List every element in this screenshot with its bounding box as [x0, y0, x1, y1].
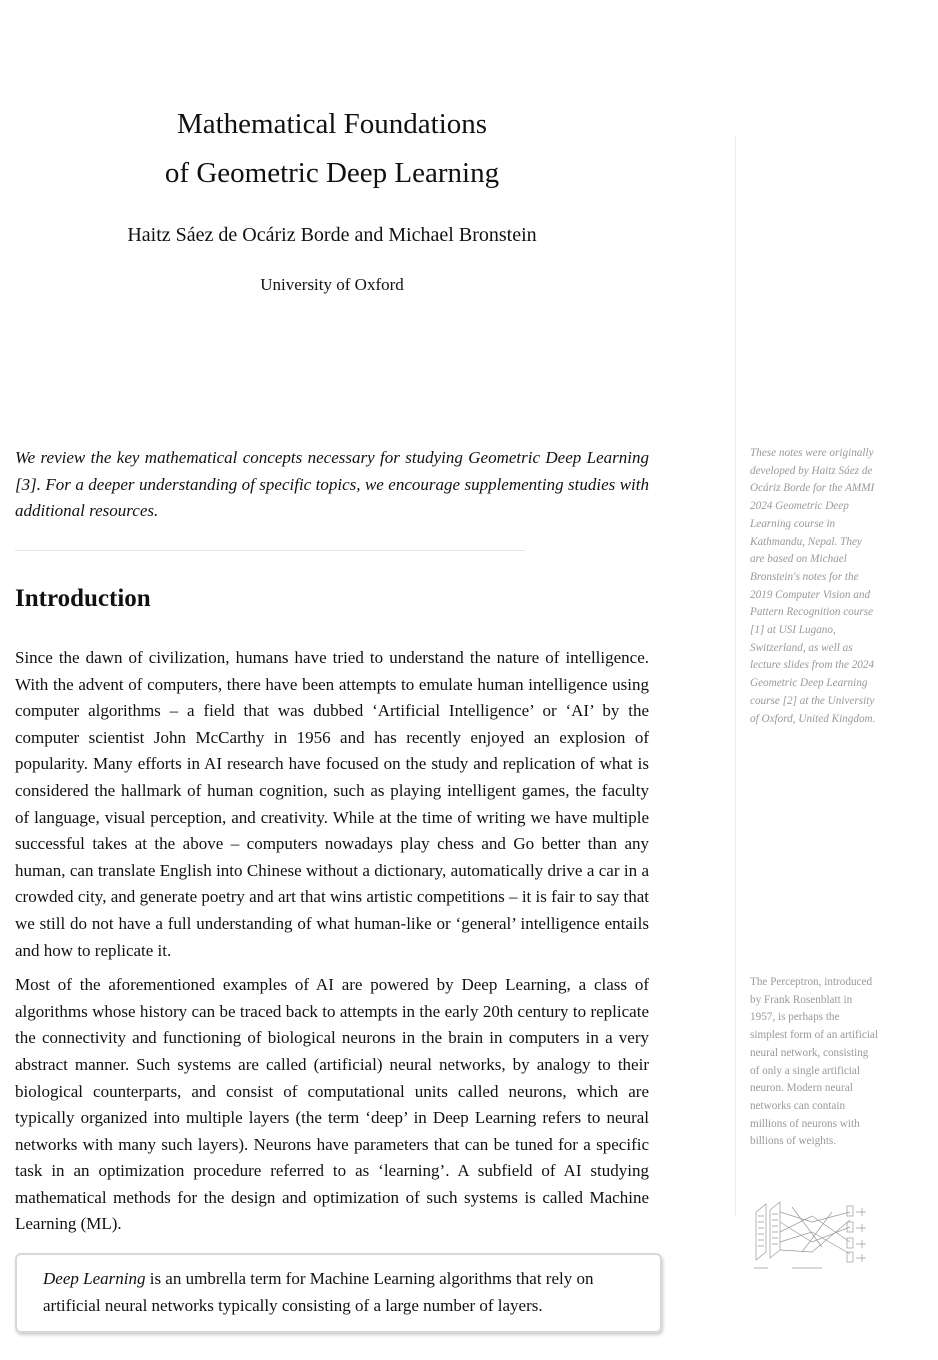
title-line-1: Mathematical Foundations: [176, 108, 488, 140]
divider: [15, 550, 525, 551]
section-heading: Introduction: [15, 585, 151, 612]
document-title: [15, 100, 649, 198]
margin-divider: [735, 135, 736, 1215]
affiliation: University of Oxford: [260, 275, 404, 294]
paragraph: Since the dawn of civilization, humans have tried to understand the nature of intelligence. With the advent of computers, there have been attempts to emulate human intelligence using computer algorithms – a field that was dubbed ‘Artificial Intelligence’ or ‘AI’ by the computer scientist John McCarthy in 1956 and has recently enjoyed an explosion of popularity. Many efforts in AI research have focused on the study and replication of what is considered the hallmark of human cognition, such as playing intelligent games, the faculty of language, visual perception, and creativity. While at the time of writing we have multiple successful takes at the above – computers nowadays play chess and Go better than any human, can translate English into Chinese without a dictionary, automatically drive a car in a crowded city, and generate poetry and art that wins artistic competitions – it is fair to say that we still do not have a full understanding of what human-like or ‘general’ intelligence entails and how to replicate it.: [15, 648, 649, 960]
abstract: We review the key mathematical concepts necessary for studying Geometric Deep Learning [3]. For a deeper understanding of specific topics, we encourage supplementing studies with additional resources.: [15, 448, 649, 520]
authors: Haitz Sáez de Ocáriz Borde and Michael Bronstein: [127, 224, 537, 246]
sidenote-origin: These notes were originally developed by Haitz Sáez de Ocáriz Borde for the AMMI 2024 Geometric Deep Learning course in Kathmandu, Nepal. They are based on Michael Bronstein's notes for the 2019 Computer Vision and Pattern Recognition course [1] at USI Lugano, Switzerland, as well as lecture slides from the 2024 Geometric Deep Learning course [2] at the University of Oxford, United Kingdom.: [750, 447, 876, 725]
definition-callout: [15, 1253, 662, 1333]
callout-term: Deep Learning: [43, 1269, 146, 1288]
callout-text: is an umbrella term for Machine Learning algorithms that rely on artificial neural networks typically consisting of a large number of layers.: [43, 1269, 594, 1315]
sidenote-perceptron: The Perceptron, introduced by Frank Rosenblatt in 1957, is perhaps the simplest form of an artificial neural network, consisting of only a single artificial neuron. Modern neural networks can contain millions of neurons with billions of weights.: [750, 976, 878, 1148]
paragraph: Most of the aforementioned examples of AI are powered by Deep Learning, a class of algorithms whose history can be traced back to attempts in the early 20th century to replicate the connectivity and functioning of biological neurons in the brain in computers in a very abstract manner. Such systems are called (artificial) neural networks, by analogy to their biological counterparts, and consist of computational units called neurons, which are typically organized into multiple layers (the term ‘deep’ in Deep Learning refers to neural networks with many such layers). Neurons have parameters that can be tuned for a specific task in an optimization procedure referred to as ‘learning’. A subfield of AI studying mathematical methods for the design and optimization of such systems is called Machine Learning (ML).: [15, 975, 649, 1234]
title-line-2: of Geometric Deep Learning: [164, 157, 500, 189]
perceptron-diagram-image: [752, 1192, 874, 1270]
body-text: [15, 645, 649, 1246]
